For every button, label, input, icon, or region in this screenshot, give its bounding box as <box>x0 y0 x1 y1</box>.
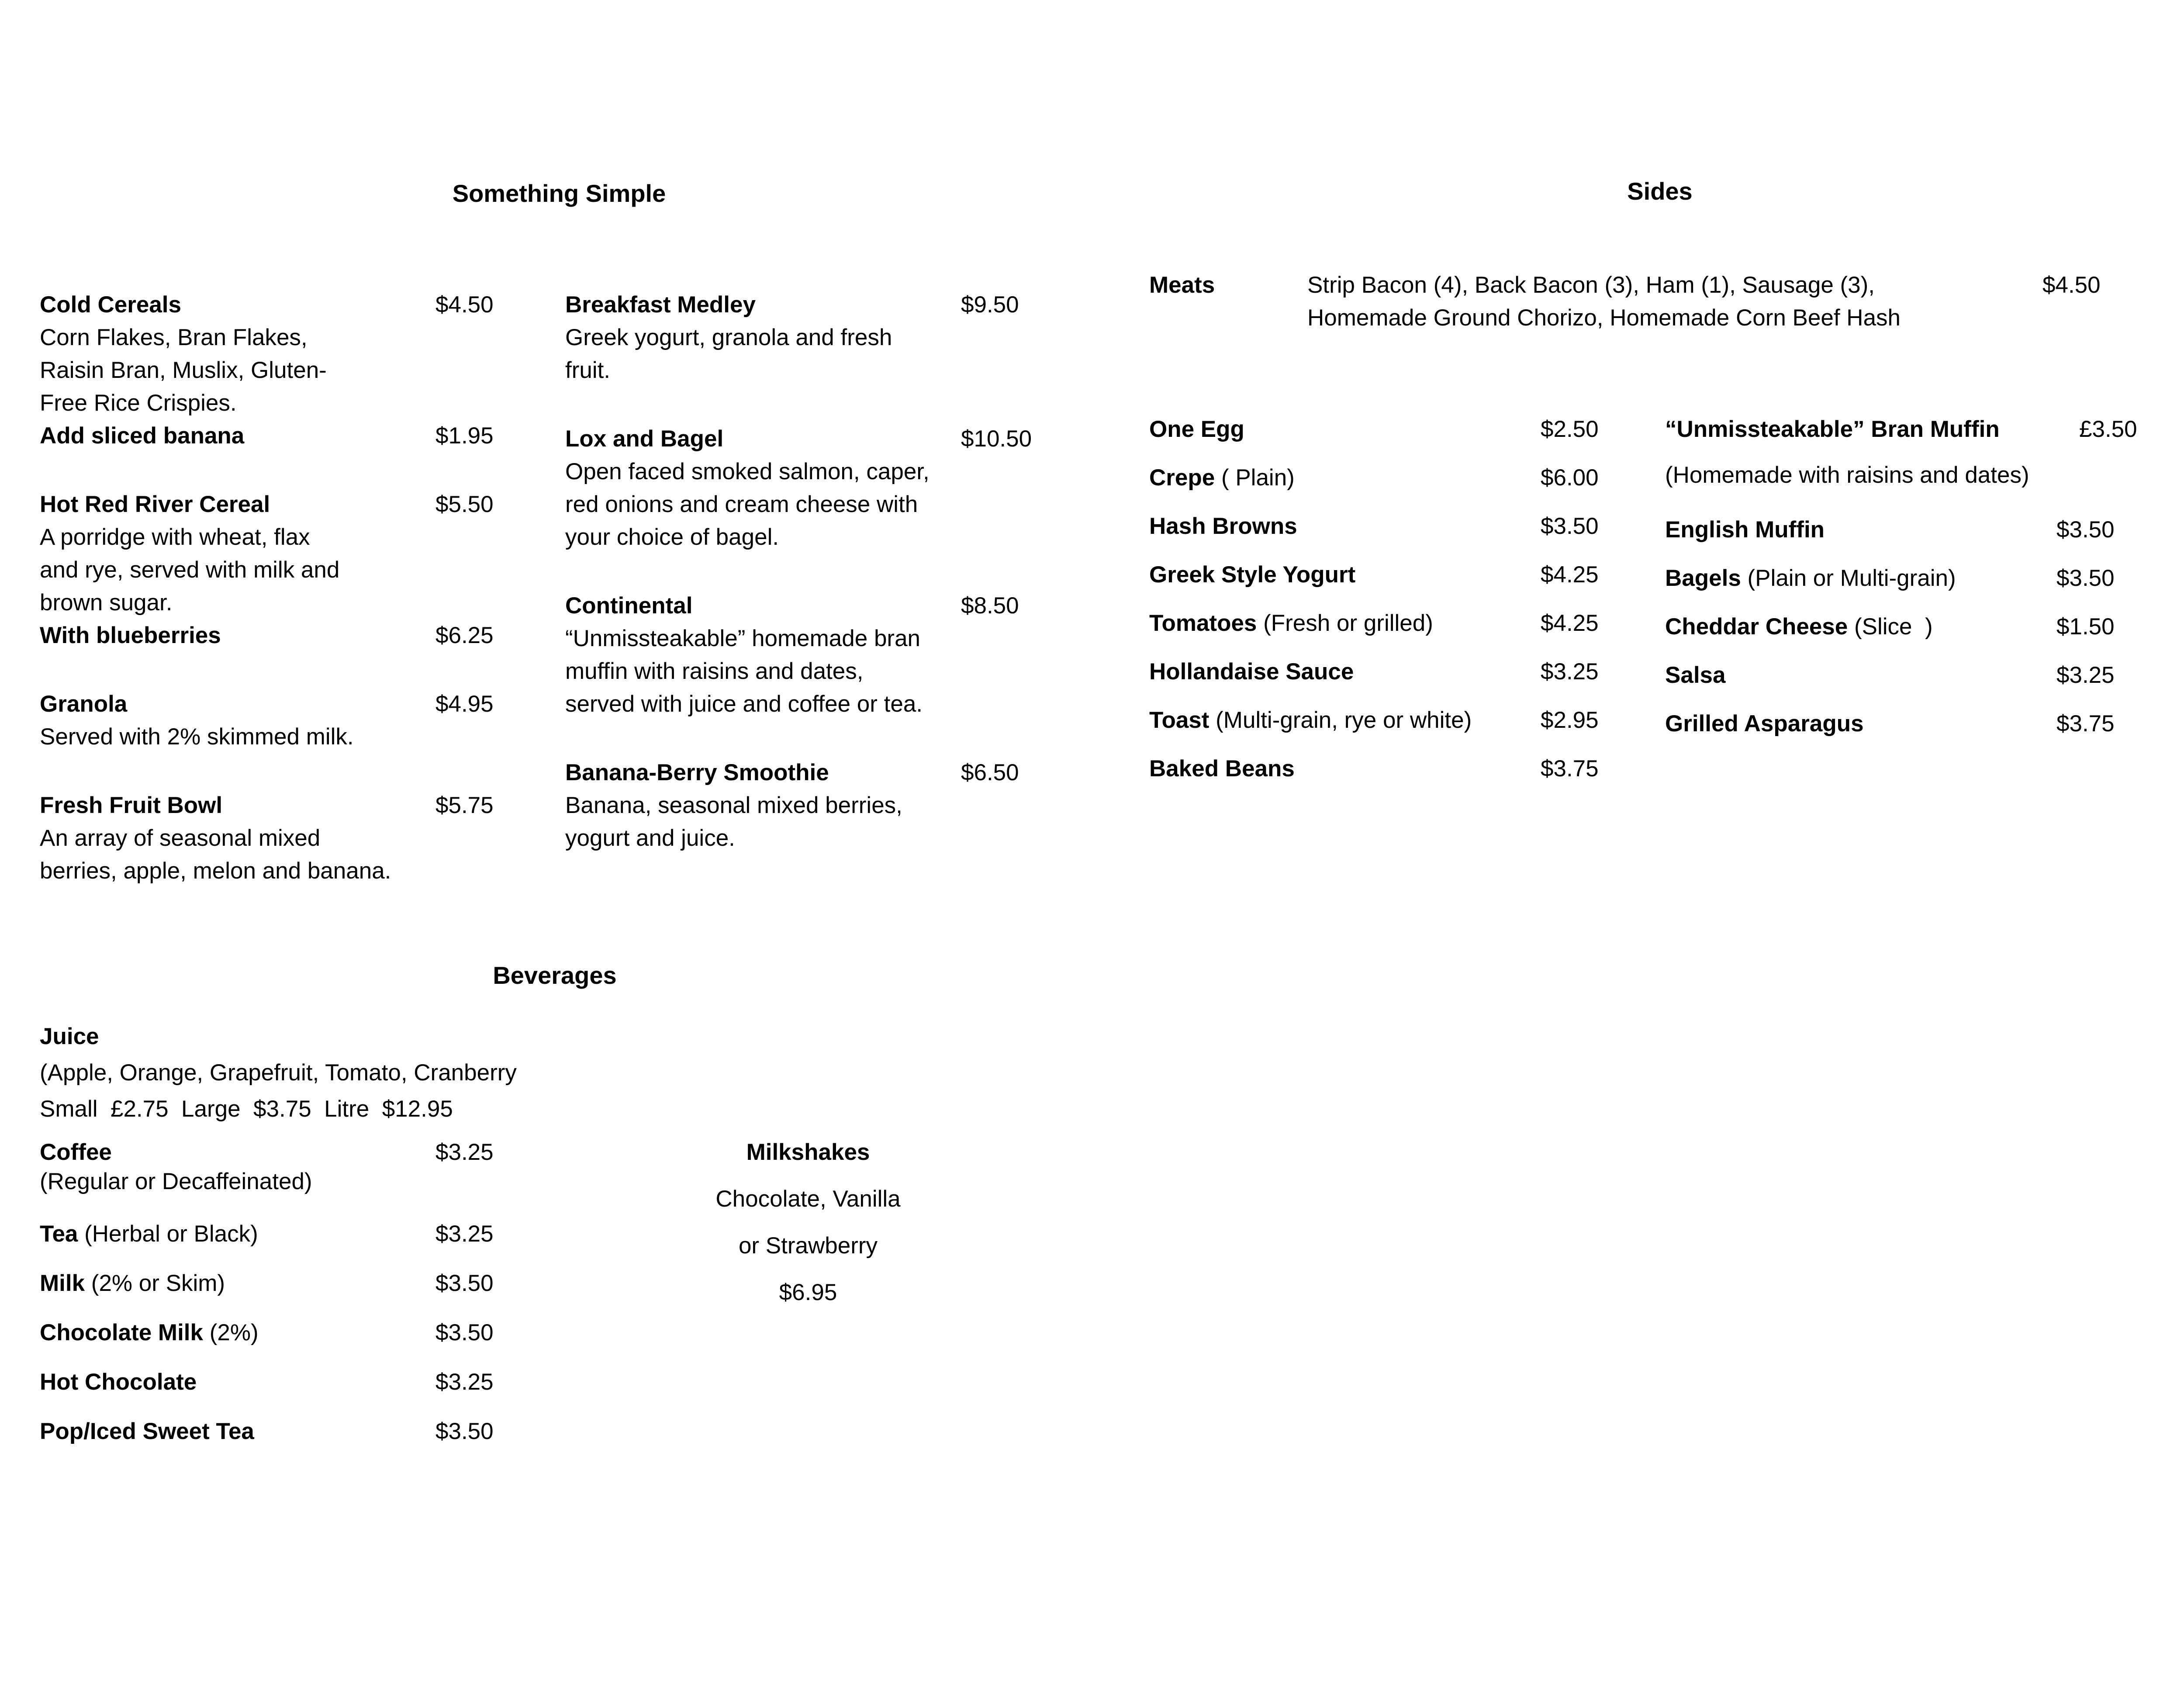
item-price: $5.50 <box>435 491 494 517</box>
menu-item-toast <box>1149 704 1652 737</box>
item-name: Fresh Fruit Bowl <box>40 792 223 818</box>
item-desc-block <box>1307 269 2050 334</box>
menu-item-tomatoes <box>1149 607 1652 640</box>
menu-item-continental <box>565 589 1046 720</box>
menu-item-granola <box>40 688 494 753</box>
item-name: Hot Chocolate <box>40 1369 197 1395</box>
item-suffix: (Multi-grain, rye or white) <box>1209 707 1472 733</box>
item-name: Cold Cereals <box>40 292 182 318</box>
item-desc: your choice of bagel. <box>565 524 779 550</box>
item-desc: yogurt and juice. <box>565 825 735 851</box>
menu-item-baked-beans <box>1149 752 1652 785</box>
item-price: $3.50 <box>2056 517 2115 543</box>
menu-item-bagels <box>1665 562 2184 595</box>
item-price: $3.50 <box>2056 565 2115 591</box>
item-desc: (Regular or Decaffeinated) <box>40 1169 312 1194</box>
item-name: Grilled Asparagus <box>1665 711 1864 737</box>
item-price: $9.50 <box>961 292 1019 318</box>
item-desc: “Unmissteakable” homemade bran <box>565 626 921 651</box>
item-name: Breakfast Medley <box>565 292 756 318</box>
item-desc: and rye, served with milk and <box>40 557 340 583</box>
item-name: Continental <box>565 593 693 619</box>
menu-item-tea <box>40 1218 542 1250</box>
item-name: Milk <box>40 1270 85 1296</box>
menu-item-milkshakes <box>568 1136 1048 1309</box>
item-name: Add sliced banana <box>40 423 245 449</box>
item-suffix: (Slice ) <box>1848 614 1933 640</box>
item-price: $6.25 <box>435 623 494 648</box>
menu-item-hash-browns <box>1149 510 1652 543</box>
item-name: Meats <box>1149 272 1215 298</box>
item-desc: Served with 2% skimmed milk. <box>40 724 354 750</box>
item-price: £3.50 <box>2079 416 2137 442</box>
menu-item-greek-style-yogurt <box>1149 558 1652 591</box>
item-name: Tea <box>40 1221 78 1247</box>
section-title-sides: Sides <box>1627 177 1693 205</box>
item-price: $4.95 <box>435 691 494 717</box>
item-desc: (Homemade with raisins and dates) <box>1665 462 2029 488</box>
menu-item-milk <box>40 1267 542 1300</box>
something-simple-column-1 <box>40 288 494 887</box>
sides-column-1 <box>1149 413 1652 801</box>
menu-item-meats <box>1149 269 2101 331</box>
menu-item-hollandaise-sauce <box>1149 655 1652 688</box>
item-name: Cheddar Cheese <box>1665 614 1848 640</box>
item-price: $2.95 <box>1541 707 1599 733</box>
item-price: $3.25 <box>2056 662 2115 688</box>
menu-item-cold-cereals <box>40 288 494 419</box>
item-desc: Greek yogurt, granola and fresh <box>565 325 892 350</box>
sides-column-2 <box>1665 413 2184 756</box>
item-desc: Strip Bacon (4), Back Bacon (3), Ham (1), Sausage (3), <box>1307 272 1875 298</box>
item-desc: A porridge with wheat, flax <box>40 524 310 550</box>
item-price: $4.25 <box>1541 562 1599 588</box>
item-suffix: ( Plain) <box>1215 465 1295 491</box>
item-desc: (Apple, Orange, Grapefruit, Tomato, Cranberry <box>40 1060 517 1086</box>
item-price: $4.50 <box>2042 272 2101 298</box>
item-desc: red onions and cream cheese with <box>565 491 918 517</box>
menu-item-crepe <box>1149 461 1652 494</box>
item-desc: Homemade Ground Chorizo, Homemade Corn Beef Hash <box>1307 305 1901 331</box>
item-price: $6.50 <box>961 760 1019 785</box>
item-price: $3.50 <box>435 1270 494 1296</box>
menu-item-banana-berry-smoothie <box>565 756 1046 854</box>
item-name: Hot Red River Cereal <box>40 491 270 517</box>
item-desc: or Strawberry <box>738 1233 878 1259</box>
menu-item-add-sliced-banana <box>40 419 494 452</box>
item-desc: Free Rice Crispies. <box>40 390 237 416</box>
menu-item-chocolate-milk <box>40 1316 542 1349</box>
item-name: Baked Beans <box>1149 756 1295 782</box>
item-name: Hollandaise Sauce <box>1149 659 1354 685</box>
item-price: $6.00 <box>1541 465 1599 491</box>
menu-item-lox-and-bagel <box>565 422 1046 553</box>
item-desc: fruit. <box>565 357 611 383</box>
item-desc: Chocolate, Vanilla <box>715 1186 901 1212</box>
item-price: $3.25 <box>435 1369 494 1395</box>
item-desc: brown sugar. <box>40 590 173 616</box>
item-price: $3.75 <box>1541 756 1599 782</box>
item-price: $1.50 <box>2056 614 2115 640</box>
item-desc: Open faced smoked salmon, caper, <box>565 459 930 484</box>
item-name: Lox and Bagel <box>565 426 724 452</box>
item-price: $2.50 <box>1541 416 1599 442</box>
menu-item-juice <box>40 1020 651 1125</box>
item-price: $3.50 <box>435 1320 494 1346</box>
item-suffix: (Herbal or Black) <box>78 1221 258 1247</box>
item-name: Bagels <box>1665 565 1741 591</box>
item-name: Milkshakes <box>746 1139 870 1165</box>
item-name: Toast <box>1149 707 1209 733</box>
item-price: $3.50 <box>435 1418 494 1444</box>
menu-item-bran-muffin <box>1665 413 2184 446</box>
item-name: Juice <box>40 1024 99 1049</box>
item-price: $6.95 <box>779 1280 837 1305</box>
item-name: Pop/Iced Sweet Tea <box>40 1418 254 1444</box>
item-price: $3.75 <box>2056 711 2115 737</box>
item-price: $3.25 <box>435 1139 494 1165</box>
item-price: $3.25 <box>1541 659 1599 685</box>
menu-item-hot-chocolate <box>40 1366 542 1398</box>
item-name: English Muffin <box>1665 517 1825 543</box>
item-suffix: (2%) <box>203 1320 259 1346</box>
menu-item-salsa <box>1665 659 2184 692</box>
item-desc: muffin with raisins and dates, <box>565 658 864 684</box>
item-suffix: (Plain or Multi-grain) <box>1741 565 1956 591</box>
item-desc: Small £2.75 Large $3.75 Litre $12.95 <box>40 1096 453 1122</box>
item-name: Chocolate Milk <box>40 1320 204 1346</box>
item-price: $4.25 <box>1541 610 1599 636</box>
item-name: Salsa <box>1665 662 1726 688</box>
item-price: $8.50 <box>961 593 1019 619</box>
menu-item-one-egg <box>1149 413 1652 446</box>
item-name: Hash Browns <box>1149 513 1297 539</box>
menu-item-coffee <box>40 1136 542 1169</box>
item-price: $1.95 <box>435 423 494 449</box>
menu-item-pop-iced-sweet-tea <box>40 1415 542 1448</box>
beverages-list <box>40 1136 542 1464</box>
item-price: $3.25 <box>435 1221 494 1247</box>
item-desc: served with juice and coffee or tea. <box>565 691 923 717</box>
item-name: Coffee <box>40 1139 112 1165</box>
item-name: Greek Style Yogurt <box>1149 562 1356 588</box>
item-name: Granola <box>40 691 128 717</box>
menu-item-grilled-asparagus <box>1665 707 2184 740</box>
item-name: “Unmissteakable” Bran Muffin <box>1665 416 2000 442</box>
item-desc: An array of seasonal mixed <box>40 825 321 851</box>
item-desc: berries, apple, melon and banana. <box>40 858 391 884</box>
item-name: Crepe <box>1149 465 1215 491</box>
section-title-beverages: Beverages <box>493 962 617 989</box>
menu-item-hot-red-river-cereal <box>40 488 494 619</box>
item-name: Tomatoes <box>1149 610 1257 636</box>
section-title-something-simple: Something Simple <box>452 180 666 207</box>
item-price: $4.50 <box>435 292 494 318</box>
item-suffix: (2% or Skim) <box>85 1270 225 1296</box>
item-desc: Raisin Bran, Muslix, Gluten- <box>40 357 327 383</box>
menu-item-cheddar-cheese <box>1665 610 2184 643</box>
menu-item-fresh-fruit-bowl <box>40 789 494 887</box>
item-name: One Egg <box>1149 416 1244 442</box>
menu-item-breakfast-medley <box>565 288 1046 387</box>
item-desc: Banana, seasonal mixed berries, <box>565 792 902 818</box>
menu-item-with-blueberries <box>40 619 494 652</box>
menu-item-english-muffin <box>1665 513 2184 546</box>
item-name: With blueberries <box>40 623 221 648</box>
item-name: Banana-Berry Smoothie <box>565 760 829 785</box>
item-price: $5.75 <box>435 792 494 818</box>
item-price: $3.50 <box>1541 513 1599 539</box>
something-simple-column-2 <box>565 288 1046 854</box>
item-desc: Corn Flakes, Bran Flakes, <box>40 325 308 350</box>
item-price: $10.50 <box>961 426 1032 452</box>
item-suffix: (Fresh or grilled) <box>1257 610 1433 636</box>
